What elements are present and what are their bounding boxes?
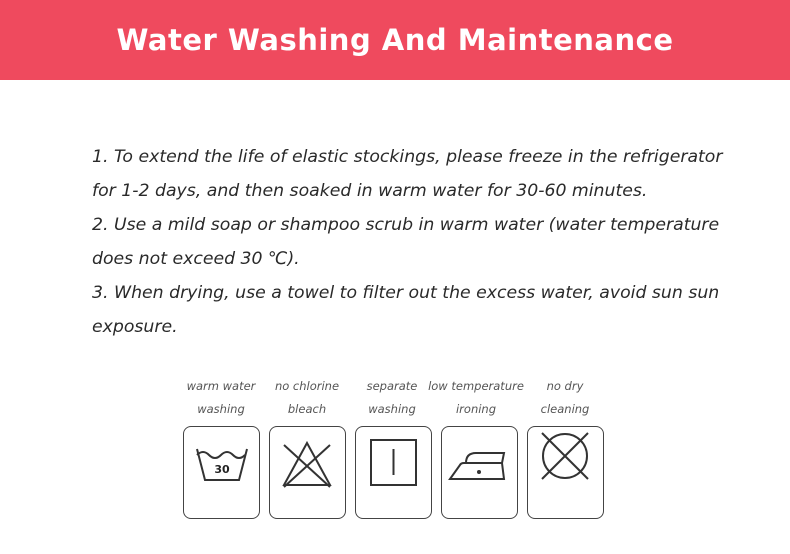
instructions-text: [92, 140, 732, 344]
wash-tub-icon: [184, 427, 258, 517]
wash-temperature: 30: [214, 463, 230, 476]
instruction-line: 2. Use a mild soap or shampoo scrub in warm water (water temperature: [92, 215, 720, 235]
care-label-no-dry-cleaning: no dry cleaning: [540, 379, 590, 416]
no-bleach-icon: [270, 427, 344, 517]
instruction-line: 1. To extend the life of elastic stockings, please freeze in the refrigerator: [92, 147, 723, 167]
no-dry-clean-icon-box: [527, 426, 604, 519]
drip-dry-icon: [356, 427, 430, 517]
care-label-no-chlorine-bleach: no chlorine bleach: [274, 379, 340, 416]
drip-dry-icon-box: [355, 426, 432, 519]
care-label-low-temperature-ironing: low temperature ironing: [428, 379, 524, 416]
care-label-separate-washing: separate washing: [366, 379, 418, 416]
wash-tub-icon-box: [183, 426, 260, 519]
instruction-line: for 1-2 days, and then soaked in warm water for 30-60 minutes.: [92, 181, 648, 201]
instruction-line: does not exceed 30 ℃).: [92, 249, 300, 269]
instruction-line: 3. When drying, use a towel to filter out the excess water, avoid sun sun: [92, 283, 720, 303]
iron-low-icon: [442, 427, 516, 517]
no-dry-clean-icon: [528, 427, 602, 517]
instruction-line: exposure.: [92, 317, 178, 337]
no-bleach-icon-box: [269, 426, 346, 519]
page-title: Water Washing And Maintenance: [116, 23, 674, 57]
care-label-warm-water-washing: warm water washing: [186, 379, 256, 416]
header-banner: [0, 0, 790, 80]
iron-low-icon-box: [441, 426, 518, 519]
